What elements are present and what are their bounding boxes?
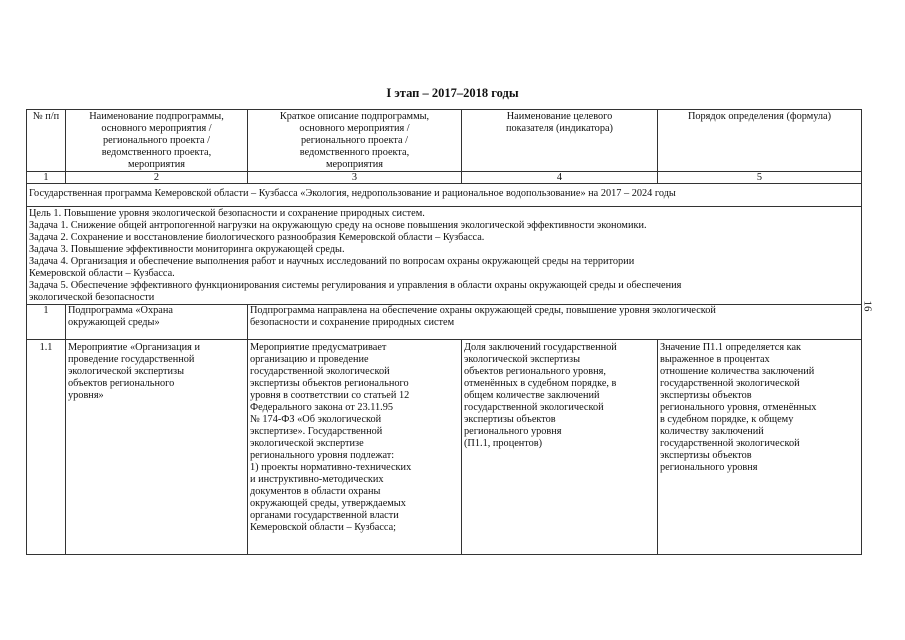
task-line: Кемеровской области – Кузбасса. bbox=[29, 268, 175, 279]
measure-description bbox=[248, 340, 462, 555]
measure-description-line: Мероприятие предусматривает bbox=[250, 342, 387, 353]
measure-description-line: Кемеровской области – Кузбасса; bbox=[250, 522, 397, 533]
measure-name-line: проведение государственной bbox=[68, 354, 195, 365]
header-name-line: регионального проекта / bbox=[103, 135, 210, 146]
column-number: 2 bbox=[66, 172, 248, 184]
measure-formula-line: государственной экологической bbox=[660, 378, 800, 389]
measure-description-line: и инструктивно-методических bbox=[250, 474, 384, 485]
header-description-line: регионального проекта / bbox=[301, 135, 408, 146]
measure-indicator-line: экспертизы объектов bbox=[464, 414, 556, 425]
measure-description-line: регионального уровня подлежат: bbox=[250, 450, 395, 461]
column-number: 4 bbox=[462, 172, 658, 184]
measure-formula-line: отношение количества заключений bbox=[660, 366, 815, 377]
measure-indicator-line: экологической экспертизы bbox=[464, 354, 581, 365]
measure-formula-line: экспертизы объектов bbox=[660, 390, 752, 401]
measure-formula-line: Значение П1.1 определяется как bbox=[660, 342, 802, 353]
column-number: 1 bbox=[27, 172, 66, 184]
measure-description-line: документов в области охраны bbox=[250, 486, 381, 497]
measure-description-line: Федерального закона от 23.11.95 bbox=[250, 402, 394, 413]
goal-line: Цель 1. Повышение уровня экологической безопасности и сохранение природных систем. bbox=[29, 208, 425, 219]
measure-description-line: окружающей среды, утверждаемых bbox=[250, 498, 406, 509]
measure-name-line: экологической экспертизы bbox=[68, 366, 185, 377]
subprogram-name-line: Подпрограмма «Охрана bbox=[68, 305, 173, 316]
subprogram-name-line: окружающей среды» bbox=[68, 317, 160, 328]
column-number: 3 bbox=[248, 172, 462, 184]
measure-num: 1.1 bbox=[27, 340, 66, 555]
measure-formula-line: в судебном порядке, к общему bbox=[660, 414, 794, 425]
header-description bbox=[248, 110, 462, 172]
measure-indicator-line: общем количестве заключений bbox=[464, 390, 600, 401]
subprogram-description bbox=[248, 305, 862, 340]
measure-name bbox=[66, 340, 248, 555]
measure-indicator-line: государственной экологической bbox=[464, 402, 604, 413]
measure-description-line: экспертизы объектов регионального bbox=[250, 378, 409, 389]
subprogram-name bbox=[66, 305, 248, 340]
header-indicator-line: показателя (индикатора) bbox=[506, 123, 613, 134]
program-row bbox=[27, 184, 862, 207]
stage-title: I этап – 2017–2018 годы bbox=[386, 86, 519, 100]
table-header-row bbox=[27, 110, 862, 172]
header-name-line: основного мероприятия / bbox=[101, 123, 212, 134]
header-description-line: мероприятия bbox=[325, 159, 384, 170]
header-name-line: Наименование подпрограммы, bbox=[89, 111, 224, 122]
header-name-line: мероприятия bbox=[127, 159, 186, 170]
task-line: Задача 5. Обеспечение эффективного функционирования системы регулирования и управления в области охраны окружающей среды и обеспечения bbox=[29, 280, 682, 291]
subprogram-description-line: Подпрограмма направлена на обеспечение охраны окружающей среды, повышение уровня экологической bbox=[250, 305, 716, 316]
measure-formula-line: государственной экологической bbox=[660, 438, 800, 449]
measure-row bbox=[27, 340, 862, 555]
measure-indicator-line: Доля заключений государственной bbox=[464, 342, 617, 353]
task-line: Задача 2. Сохранение и восстановление биологического разнообразия Кемеровской области – Кузбасса. bbox=[29, 232, 485, 243]
measure-description-line: 1) проекты нормативно-технических bbox=[250, 462, 412, 473]
measure-description-line: организацию и проведение bbox=[250, 354, 369, 365]
measure-formula-line: экспертизы объектов bbox=[660, 450, 752, 461]
measure-name-line: объектов регионального bbox=[68, 378, 175, 389]
goals-cell bbox=[27, 207, 862, 305]
measure-description-line: органами государственной власти bbox=[250, 510, 399, 521]
task-line: Задача 4. Организация и обеспечение выполнения работ и научных исследований по вопросам охраны окружающей среды на территории bbox=[29, 256, 635, 267]
task-line: Задача 1. Снижение общей антропогенной нагрузки на окружающую среду на основе повышения экологической эффективности экономики. bbox=[29, 220, 647, 231]
measure-formula bbox=[658, 340, 862, 555]
header-name-line: ведомственного проекта, bbox=[101, 147, 212, 158]
measure-indicator-line: объектов регионального уровня, bbox=[464, 366, 606, 377]
measure-name-line: Мероприятие «Организация и bbox=[68, 342, 200, 353]
column-number: 5 bbox=[658, 172, 862, 184]
subprogram-description-line: безопасности и сохранение природных систем bbox=[250, 317, 455, 328]
column-numbers-row bbox=[27, 172, 862, 184]
header-description-line: Краткое описание подпрограммы, bbox=[279, 111, 430, 122]
measure-indicator-line: регионального уровня bbox=[464, 426, 562, 437]
measure-description-line: № 174-ФЗ «Об экологической bbox=[250, 414, 382, 425]
header-description-line: основного мероприятия / bbox=[299, 123, 410, 134]
measure-formula-line: регионального уровня, отменённых bbox=[660, 402, 817, 413]
indicators-table bbox=[26, 109, 862, 555]
measure-indicator-line: (П1.1, процентов) bbox=[464, 438, 543, 449]
measure-formula-line: регионального уровня bbox=[660, 462, 758, 473]
subprogram-num: 1 bbox=[27, 305, 66, 340]
header-formula: Порядок определения (формула) bbox=[658, 110, 862, 172]
header-name bbox=[66, 110, 248, 172]
measure-name-line: уровня» bbox=[68, 390, 104, 401]
measure-indicator bbox=[462, 340, 658, 555]
measure-indicator-line: отменённых в судебном порядке, в bbox=[464, 378, 617, 389]
measure-description-line: государственной экологической bbox=[250, 366, 390, 377]
measure-description-line: экспертизе». Государственной bbox=[250, 426, 383, 437]
header-num: № п/п bbox=[27, 110, 66, 172]
goals-row bbox=[27, 207, 862, 305]
page-number: 16 bbox=[861, 300, 874, 312]
measure-description-line: экологической экспертизе bbox=[250, 438, 364, 449]
program-title: Государственная программа Кемеровской области – Кузбасса «Экология, недропользование и рациональное водопользование» на 2017 – 2024 годы bbox=[27, 184, 862, 207]
measure-formula-line: количеству заключений bbox=[660, 426, 764, 437]
header-description-line: ведомственного проекта, bbox=[299, 147, 410, 158]
task-line: Задача 3. Повышение эффективности мониторинга окружающей среды. bbox=[29, 244, 345, 255]
measure-description-line: уровня в соответствии со статьей 12 bbox=[250, 390, 410, 401]
subprogram-row bbox=[27, 305, 862, 340]
header-indicator-line: Наименование целевого bbox=[506, 111, 613, 122]
task-line: экологической безопасности bbox=[29, 292, 155, 303]
header-indicator bbox=[462, 110, 658, 172]
measure-formula-line: выраженное в процентах bbox=[660, 354, 770, 365]
